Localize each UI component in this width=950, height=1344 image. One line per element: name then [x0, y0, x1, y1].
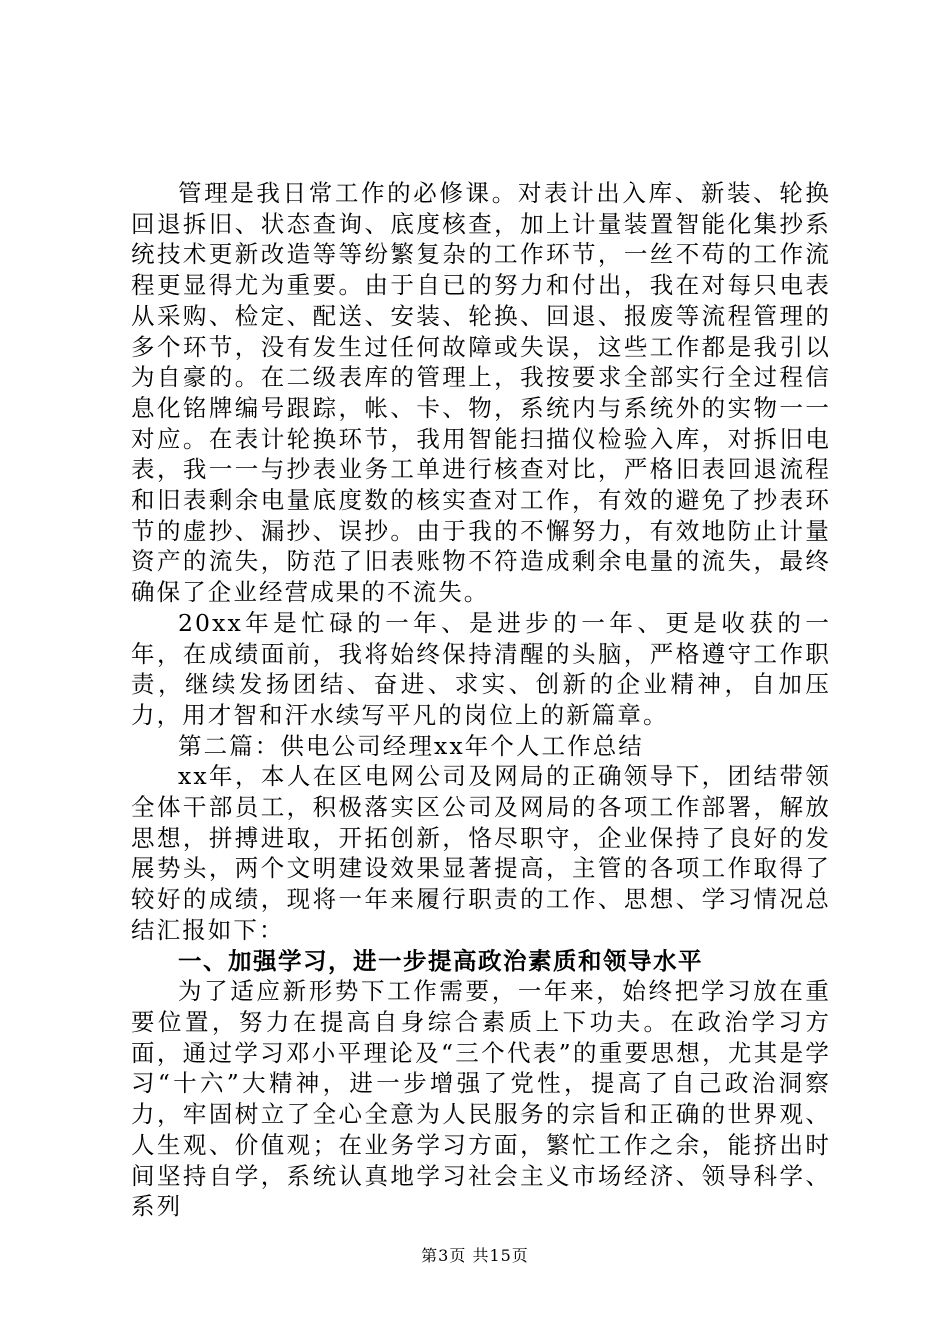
page-number-footer: 第3页 共15页: [421, 1246, 529, 1265]
section-heading-study: 一、加强学习，进一步提高政治素质和领导水平: [178, 946, 703, 975]
paragraph-meter-management: 管理是我日常工作的必修课。对表计出入库、新装、轮换回退拆旧、状态查询、底度核查，加上计量装置智能化集抄系统技术更新改造等等纷繁复杂的工作环节，一丝不苟的工作流程更显得尤为重要。由于自已的努力和付出，我在对每只电表从采购、检定、配送、安装、轮换、回退、报废等流程管理的多个环节，没有发生过任何故障或失误，这些工作都是我引以为自豪的。在二级表库的管理上，我按要求全部实行全过程信息化铭牌编号跟踪，帐、卡、物，系统内与系统外的实物一一对应。在表计轮换环节，我用智能扫描仪检验入库，对拆旧电表，我一一与抄表业务工单进行核查对比，严格旧表回退流程和旧表剩余电量底度数的核实查对工作，有效的避免了抄表环节的虚抄、漏抄、误抄。由于我的不懈努力，有效地防止计量资产的流失，防范了旧表账物不符造成剩余电量的流失，最终确保了企业经营成果的不流失。: [131, 179, 831, 607]
paragraph-year-summary: 20xx年是忙碌的一年、是进步的一年、更是收获的一年，在成绩面前，我将始终保持清醒的头脑，严格遵守工作职责，继续发扬团结、奋进、求实、创新的企业精神，自加压力，用才智和汗水续写平凡的岗位上的新篇章。: [131, 608, 831, 729]
paragraph-intro: xx年，本人在区电网公司及网局的正确领导下，团结带领全体干部员工，积极落实区公司及网局的各项工作部署，解放思想，拼搏进取，开拓创新，恪尽职守，企业保持了良好的发展势头，两个文明建设效果显著提高，主管的各项工作取得了较好的成绩，现将一年来履行职责的工作、思想、学习情况总结汇报如下：: [131, 762, 831, 944]
paragraph-study: 为了适应新形势下工作需要，一年来，始终把学习放在重要位置，努力在提高自身综合素质上下功夫。在政治学习方面，通过学习邓小平理论及“三个代表”的重要思想，尤其是学习“十六”大精神，进一步增强了党性，提高了自己政治洞察力，牢固树立了全心全意为人民服务的宗旨和正确的世界观、人生观、价值观；在业务学习方面，繁忙工作之余，能挤出时间坚持自学，系统认真地学习社会主义市场经济、领导科学、系列: [131, 977, 831, 1221]
section-title-second-article: 第二篇：供电公司经理xx年个人工作总结: [178, 731, 644, 760]
document-body: [131, 178, 831, 1222]
